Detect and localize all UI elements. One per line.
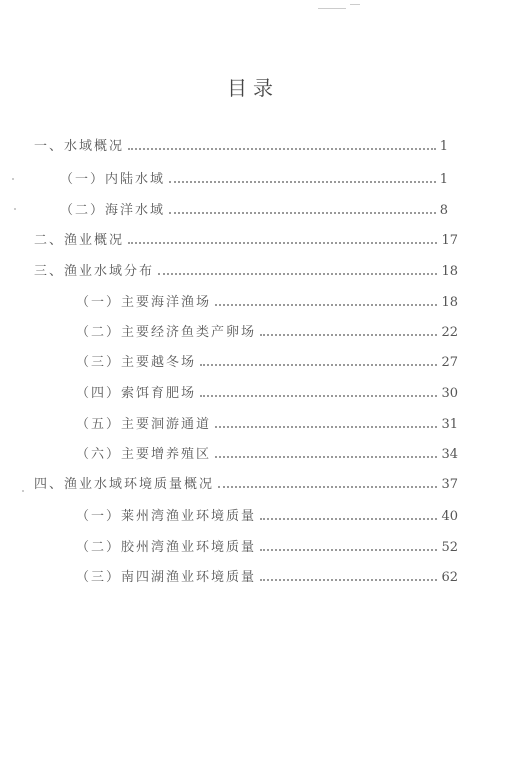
- toc-leader: [169, 212, 436, 214]
- toc-entry-page: 37: [441, 477, 458, 492]
- toc-entry-label: 二、渔业概况: [34, 233, 125, 248]
- toc-entry-page: 27: [441, 355, 458, 370]
- toc-entry-page: 40: [441, 509, 458, 524]
- toc-leader: [215, 456, 437, 458]
- toc-entry[interactable]: [76, 565, 458, 585]
- toc-entry-label: （三）主要越冬场: [76, 355, 197, 370]
- toc-leader: [158, 273, 437, 275]
- scan-speck: [12, 178, 14, 180]
- scan-mark: [318, 8, 346, 9]
- toc-entry-label: （一）主要海洋渔场: [76, 295, 212, 310]
- toc-entry-page: 8: [439, 203, 448, 218]
- toc-entry-label: （一）莱州湾渔业环境质量: [76, 509, 257, 524]
- toc-leader: [169, 181, 436, 183]
- toc-entry[interactable]: [34, 228, 458, 248]
- toc-entry[interactable]: [76, 320, 458, 340]
- toc-entry-label: （四）索饵育肥场: [76, 386, 197, 401]
- toc-leader: [260, 549, 437, 551]
- toc-entry-page: 62: [441, 570, 458, 585]
- scan-speck: [22, 490, 24, 492]
- toc-leader: [260, 579, 437, 581]
- scan-speck: [14, 208, 16, 210]
- toc-entry-page: 52: [441, 540, 458, 555]
- toc-entry-label: （六）主要增养殖区: [76, 447, 212, 462]
- toc-entry-page: 31: [441, 417, 458, 432]
- toc-entry[interactable]: [76, 535, 458, 555]
- toc-entry-label: （二）海洋水域: [60, 203, 166, 218]
- toc-entry-label: （二）胶州湾渔业环境质量: [76, 540, 257, 555]
- toc-entry-label: （三）南四湖渔业环境质量: [76, 570, 257, 585]
- toc-entry[interactable]: [34, 259, 458, 279]
- toc-entry[interactable]: [76, 412, 458, 432]
- toc-entry[interactable]: [34, 134, 448, 154]
- toc-entry[interactable]: [76, 350, 458, 370]
- toc-entry-page: 22: [441, 325, 458, 340]
- toc-entry[interactable]: [60, 198, 448, 218]
- toc-entry[interactable]: [60, 167, 448, 187]
- toc-entry-page: 1: [439, 139, 448, 154]
- toc-leader: [260, 334, 437, 336]
- toc-entry-label: 一、水域概况: [34, 139, 125, 154]
- toc-leader: [128, 242, 437, 244]
- toc-entry-label: 四、渔业水域环境质量概况: [34, 477, 215, 492]
- toc-leader: [128, 148, 436, 150]
- toc-entry-page: 18: [441, 295, 458, 310]
- toc-entry[interactable]: [76, 442, 458, 462]
- toc-leader: [260, 518, 437, 520]
- toc-entry[interactable]: [34, 472, 458, 492]
- toc-entry-page: 1: [439, 172, 448, 187]
- toc-entry-label: （五）主要洄游通道: [76, 417, 212, 432]
- toc-leader: [200, 395, 437, 397]
- toc-entry-label: 三、渔业水域分布: [34, 264, 155, 279]
- toc-entry-page: 18: [441, 264, 458, 279]
- toc-entry-label: （二）主要经济鱼类产卵场: [76, 325, 257, 340]
- toc-entry-page: 30: [441, 386, 458, 401]
- scan-mark: [350, 4, 360, 5]
- toc-leader: [215, 304, 437, 306]
- toc-entry[interactable]: [76, 381, 458, 401]
- page-title: 目录: [227, 76, 279, 100]
- toc-leader: [200, 364, 437, 366]
- toc-entry-label: （一）内陆水域: [60, 172, 166, 187]
- toc-leader: [218, 486, 437, 488]
- toc-entry[interactable]: [76, 290, 458, 310]
- toc-leader: [215, 426, 437, 428]
- toc-entry-page: 17: [441, 233, 458, 248]
- toc-entry[interactable]: [76, 504, 458, 524]
- toc-entry-page: 34: [441, 447, 458, 462]
